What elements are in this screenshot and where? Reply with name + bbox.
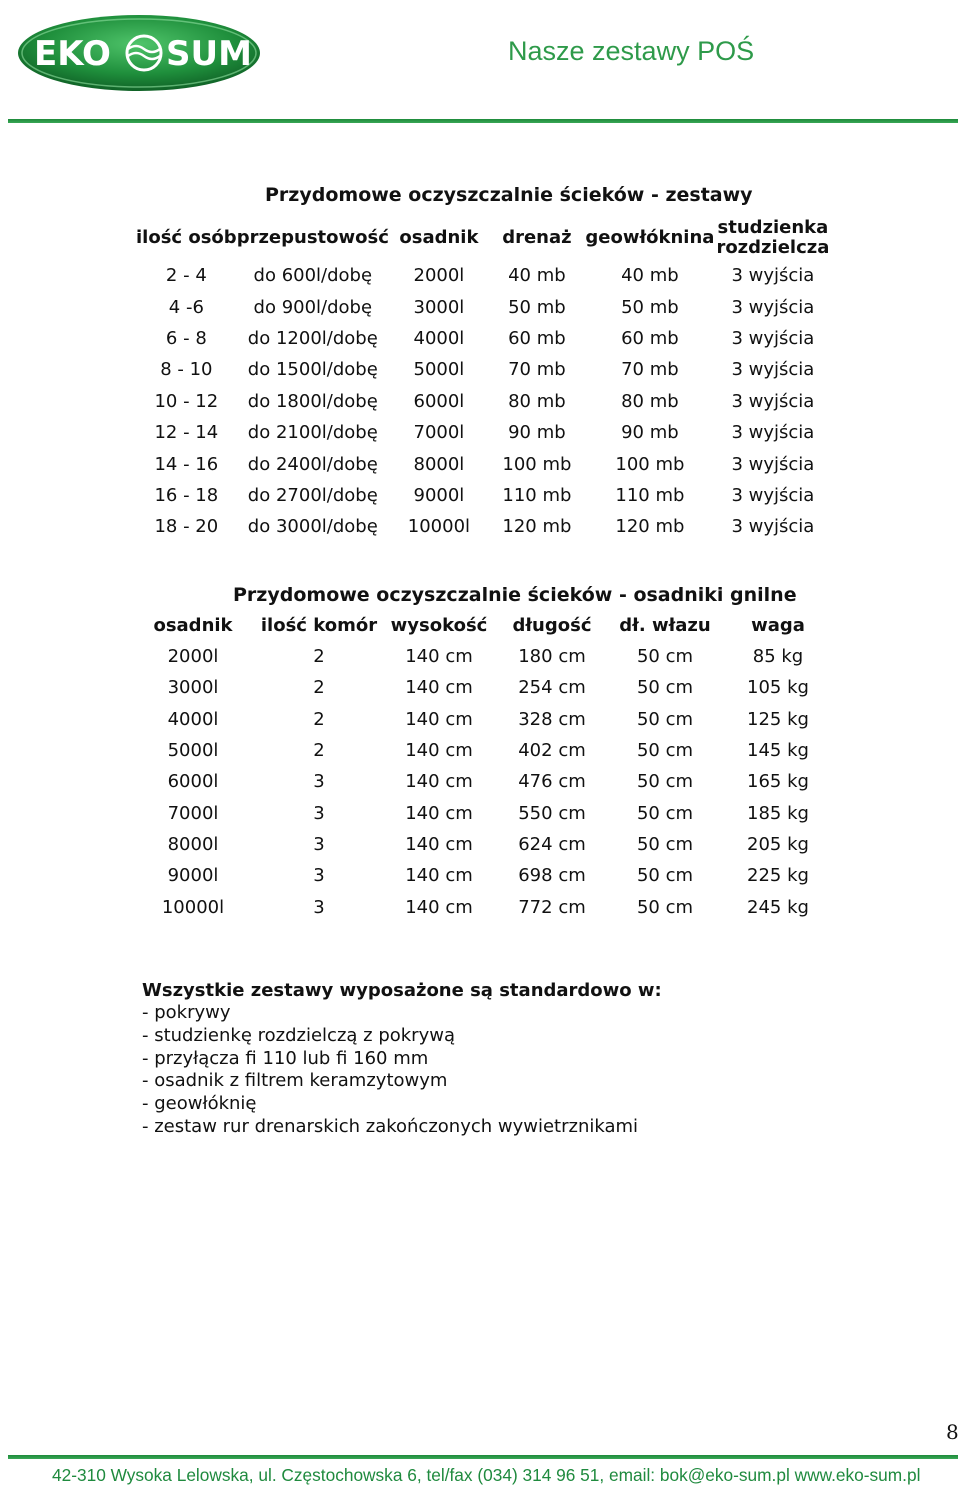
- logo-text-right: SUM: [166, 34, 252, 74]
- equipment-item: - geowłóknię: [142, 1093, 257, 1115]
- equipment-title: Wszystkie zestawy wyposażone są standardowo w:: [142, 980, 662, 1001]
- equipment-item: - pokrywy: [142, 1002, 231, 1023]
- sets-table-cell: 4000l: [413, 327, 465, 349]
- tanks-table-cell: 50 cm: [636, 865, 694, 887]
- tanks-table-row: [136, 891, 840, 922]
- sets-table-header-row: [136, 216, 831, 260]
- sets-table-row: [136, 323, 831, 354]
- sets-table-row: [136, 417, 831, 448]
- tanks-table-row: [136, 860, 840, 891]
- sets-table-cell: 3 wyjścia: [731, 422, 815, 444]
- tanks-table-cell: 698 cm: [518, 865, 586, 887]
- tanks-table-cell: 225 kg: [747, 865, 809, 887]
- tanks-table-cell: 165 kg: [747, 771, 809, 793]
- tanks-table-body: [136, 641, 840, 923]
- sets-table-cell: 110 mb: [615, 484, 685, 506]
- sets-table-cell: 5000l: [413, 359, 465, 381]
- equipment-list: [142, 1002, 662, 1139]
- sets-table: [136, 216, 831, 543]
- sets-table-cell: 50 mb: [621, 296, 679, 318]
- tanks-table-cell: 3: [313, 771, 325, 793]
- tanks-table-cell: 2: [313, 740, 325, 762]
- sets-table-cell: 9000l: [413, 484, 465, 506]
- tanks-table-row: [136, 766, 840, 797]
- tanks-table-cell: 9000l: [167, 865, 219, 887]
- tanks-table-cell: 140 cm: [405, 646, 473, 668]
- sets-table-cell: 80 mb: [508, 390, 566, 412]
- sets-table-cell: 10000l: [407, 516, 471, 538]
- page-number: 8: [946, 1420, 959, 1444]
- sets-table-cell: 70 mb: [621, 359, 679, 381]
- sets-table-cell: 120 mb: [502, 516, 572, 538]
- tanks-table: [136, 610, 840, 923]
- tanks-header-manhole-length: dł. włazu: [619, 615, 711, 636]
- tanks-table-cell: 125 kg: [747, 708, 809, 730]
- eko-sum-logo: [16, 13, 262, 93]
- sets-table-cell: 2 - 4: [165, 265, 207, 287]
- tanks-table-cell: 50 cm: [636, 802, 694, 824]
- tanks-table-cell: 140 cm: [405, 771, 473, 793]
- tanks-table-cell: 402 cm: [518, 740, 586, 762]
- sets-table-cell: 100 mb: [502, 453, 572, 475]
- sets-table-cell: 3 wyjścia: [731, 296, 815, 318]
- tanks-table-cell: 245 kg: [747, 896, 809, 918]
- tanks-table-cell: 140 cm: [405, 833, 473, 855]
- tanks-table-cell: 205 kg: [747, 833, 809, 855]
- sets-table-title: Przydomowe oczyszczalnie ścieków - zestawy: [265, 184, 753, 206]
- tanks-table-cell: 140 cm: [405, 865, 473, 887]
- sets-table-body: [136, 260, 831, 543]
- tanks-table-row: [136, 735, 840, 766]
- sets-table-cell: 60 mb: [508, 327, 566, 349]
- tanks-table-header-row: [136, 610, 840, 641]
- sets-table-cell: 120 mb: [615, 516, 685, 538]
- equipment-section: [142, 980, 662, 1139]
- page-header: [0, 0, 960, 125]
- page-footer: 42-310 Wysoka Lelowska, ul. Częstochowska 6, tel/fax (034) 314 96 51, email: bok@eko-sum.pl www.eko-sum.pl: [52, 1465, 921, 1485]
- tanks-table-cell: 180 cm: [518, 646, 586, 668]
- tanks-table-cell: 8000l: [167, 833, 219, 855]
- sets-table-cell: 3 wyjścia: [731, 453, 815, 475]
- sets-table-cell: 90 mb: [508, 422, 566, 444]
- sets-table-row: [136, 260, 831, 291]
- sets-table-cell: do 1800l/dobę: [247, 390, 378, 412]
- tanks-table-cell: 2: [313, 677, 325, 699]
- sets-header-throughput: przepustowość: [236, 227, 389, 248]
- tanks-table-cell: 105 kg: [747, 677, 809, 699]
- sets-table-cell: 12 - 14: [154, 422, 219, 444]
- sets-table-cell: 16 - 18: [154, 484, 219, 506]
- sets-table-row: [136, 480, 831, 511]
- sets-table-cell: 60 mb: [621, 327, 679, 349]
- tanks-table-row: [136, 704, 840, 735]
- tanks-table-cell: 185 kg: [747, 802, 809, 824]
- sets-table-cell: 6000l: [413, 390, 465, 412]
- tanks-table-cell: 140 cm: [405, 896, 473, 918]
- tanks-table-cell: 3000l: [167, 677, 219, 699]
- sets-table-cell: 90 mb: [621, 422, 679, 444]
- tanks-table-cell: 50 cm: [636, 708, 694, 730]
- sets-table-cell: 70 mb: [508, 359, 566, 381]
- tanks-table-cell: 140 cm: [405, 708, 473, 730]
- equipment-item: - osadnik z filtrem keramzytowym: [142, 1070, 448, 1092]
- tanks-table-cell: 50 cm: [636, 896, 694, 918]
- tanks-table-cell: 140 cm: [405, 740, 473, 762]
- sets-table-cell: 3 wyjścia: [731, 516, 815, 538]
- tanks-table-cell: 254 cm: [518, 677, 586, 699]
- tanks-table-cell: 6000l: [167, 771, 219, 793]
- sets-table-row: [136, 291, 831, 322]
- tanks-table-cell: 476 cm: [518, 771, 586, 793]
- sets-table-cell: 110 mb: [502, 484, 572, 506]
- sets-header-distribution-well: studzienka rozdzielcza: [716, 217, 830, 258]
- sets-table-cell: do 2100l/dobę: [247, 422, 378, 444]
- sets-table-cell: 3 wyjścia: [731, 484, 815, 506]
- tanks-header-chambers: ilość komór: [260, 615, 378, 636]
- tanks-table-cell: 10000l: [161, 896, 225, 918]
- tanks-table-row: [136, 829, 840, 860]
- sets-header-tank: osadnik: [399, 227, 479, 248]
- sets-table-cell: 7000l: [413, 422, 465, 444]
- tanks-header-height: wysokość: [390, 615, 488, 636]
- sets-table-cell: 14 - 16: [154, 453, 219, 475]
- sets-table-cell: 3 wyjścia: [731, 359, 815, 381]
- tanks-table-cell: 145 kg: [747, 740, 809, 762]
- tanks-header-length: długość: [512, 615, 592, 636]
- tanks-table-title: Przydomowe oczyszczalnie ścieków - osadniki gnilne: [233, 584, 797, 606]
- sets-table-cell: 40 mb: [621, 265, 679, 287]
- equipment-item: - zestaw rur drenarskich zakończonych wywietrznikami: [142, 1115, 639, 1137]
- tanks-table-row: [136, 641, 840, 672]
- sets-table-cell: 3 wyjścia: [731, 390, 815, 412]
- tanks-table-cell: 3: [313, 802, 325, 824]
- sets-header-drainage: drenaż: [502, 227, 572, 248]
- tanks-table-cell: 140 cm: [405, 802, 473, 824]
- sets-table-cell: 8 - 10: [160, 359, 213, 381]
- sets-table-cell: 100 mb: [615, 453, 685, 475]
- tanks-table-cell: 3: [313, 833, 325, 855]
- tanks-header-weight: waga: [751, 615, 805, 636]
- equipment-item: - studzienkę rozdzielczą z pokrywą: [142, 1024, 455, 1046]
- tanks-table-cell: 2000l: [167, 646, 219, 668]
- sets-table-cell: do 3000l/dobę: [247, 516, 378, 538]
- logo-text-left: EKO: [34, 34, 111, 74]
- sets-table-cell: 3 wyjścia: [731, 265, 815, 287]
- tanks-table-cell: 624 cm: [518, 833, 586, 855]
- sets-table-row: [136, 386, 831, 417]
- tanks-table-cell: 50 cm: [636, 646, 694, 668]
- sets-table-cell: 10 - 12: [154, 390, 219, 412]
- tanks-table-cell: 550 cm: [518, 802, 586, 824]
- tanks-table-cell: 85 kg: [752, 646, 804, 668]
- sets-table-cell: do 900l/dobę: [253, 296, 373, 318]
- tanks-table-row: [136, 672, 840, 703]
- tanks-table-cell: 328 cm: [518, 708, 586, 730]
- sets-table-cell: 4 -6: [168, 296, 204, 318]
- footer-divider: [8, 1455, 958, 1459]
- sets-table-row: [136, 354, 831, 385]
- sets-table-cell: 3 wyjścia: [731, 327, 815, 349]
- tanks-table-cell: 50 cm: [636, 740, 694, 762]
- sets-table-cell: do 2400l/dobę: [247, 453, 378, 475]
- sets-table-cell: do 1200l/dobę: [247, 327, 378, 349]
- sets-table-cell: 2000l: [413, 265, 465, 287]
- sets-table-cell: 6 - 8: [165, 327, 207, 349]
- sets-table-cell: 18 - 20: [154, 516, 219, 538]
- sets-table-cell: 80 mb: [621, 390, 679, 412]
- sets-table-row: [136, 511, 831, 542]
- sets-table-cell: 50 mb: [508, 296, 566, 318]
- sets-table-cell: 8000l: [413, 453, 465, 475]
- tanks-header-tank: osadnik: [153, 615, 233, 636]
- tanks-table-row: [136, 797, 840, 828]
- tanks-table-cell: 3: [313, 865, 325, 887]
- tanks-table-cell: 5000l: [167, 740, 219, 762]
- sets-table-row: [136, 448, 831, 479]
- tanks-table-cell: 140 cm: [405, 677, 473, 699]
- sets-table-cell: 40 mb: [508, 265, 566, 287]
- tanks-table-cell: 50 cm: [636, 833, 694, 855]
- sets-table-cell: do 600l/dobę: [253, 265, 373, 287]
- tanks-table-cell: 772 cm: [518, 896, 586, 918]
- page-header-title: Nasze zestawy POŚ: [508, 36, 755, 66]
- tanks-table-cell: 50 cm: [636, 771, 694, 793]
- tanks-table-cell: 50 cm: [636, 677, 694, 699]
- tanks-table-cell: 3: [313, 896, 325, 918]
- tanks-table-cell: 2: [313, 646, 325, 668]
- sets-header-geotextile: geowłóknina: [585, 227, 715, 248]
- tanks-table-cell: 2: [313, 708, 325, 730]
- tanks-table-cell: 7000l: [167, 802, 219, 824]
- sets-header-persons: ilość osób: [136, 227, 237, 248]
- sets-table-cell: do 2700l/dobę: [247, 484, 378, 506]
- equipment-item: - przyłącza fi 110 lub fi 160 mm: [142, 1047, 429, 1069]
- tanks-table-cell: 4000l: [167, 708, 219, 730]
- sets-table-cell: do 1500l/dobę: [247, 359, 378, 381]
- header-divider: [8, 119, 958, 123]
- sets-table-cell: 3000l: [413, 296, 465, 318]
